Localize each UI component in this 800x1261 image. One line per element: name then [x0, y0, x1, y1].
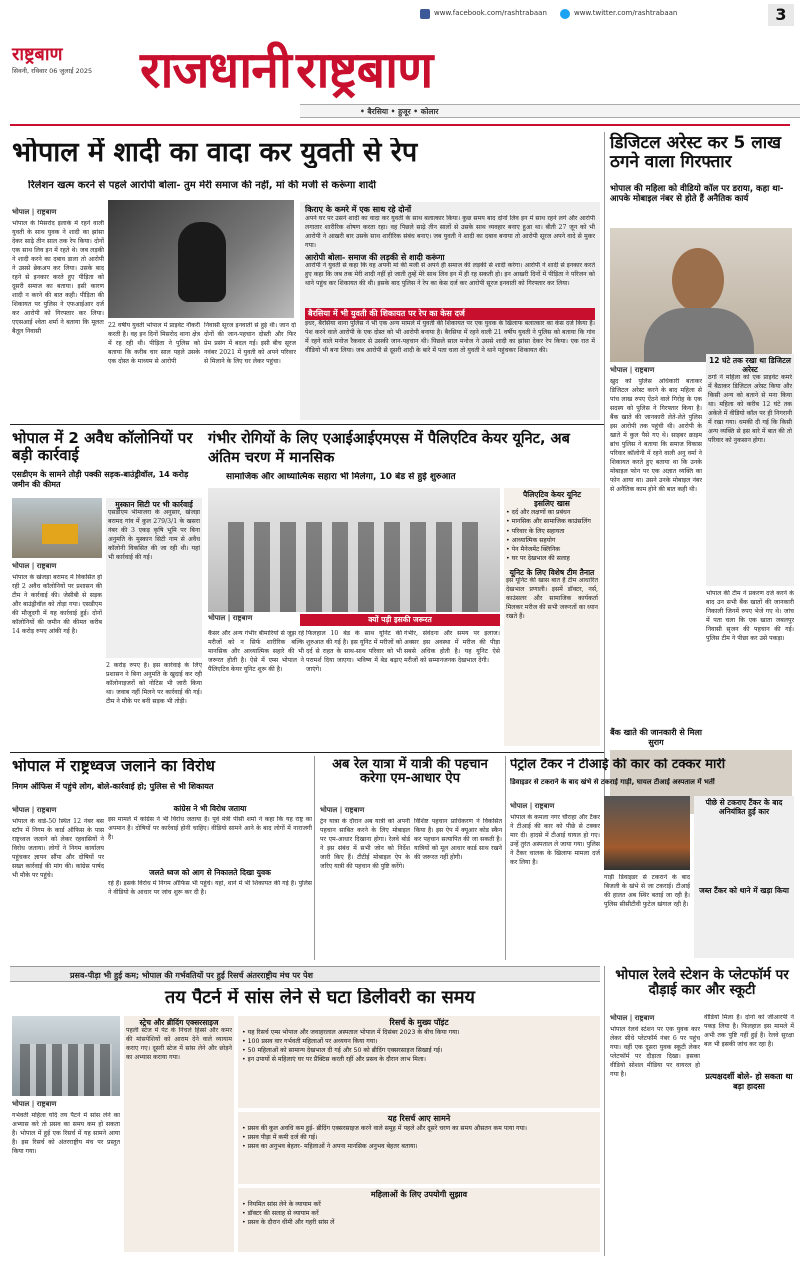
logo-small: राष्ट्रबाण	[12, 44, 63, 65]
aiims-box-item: • मानसिक और सामाजिक काउंसलिंग	[506, 518, 591, 526]
railway-side-heading: प्रत्यक्षदर्शी बोले- हो सकता था बड़ा हादसा	[705, 1072, 793, 1091]
delivery-box3-item: • प्रसव का अनुभव बेहतर- महिलाओं ने अपना मानसिक अनुभव बेहतर बताया।	[242, 1143, 418, 1151]
delivery-box4-list	[242, 1200, 596, 1228]
masthead	[0, 30, 800, 120]
tanker-col2: गाड़ी डिवाइडर से टकराने के बाद बिजली के खंभे से जा टकराई। टीआई की हालत अब स्थिर बताई जा रही है। पुलिस सीसीटीवी फुटेज खंगाल रही है।	[604, 874, 690, 908]
colonies-headline: भोपाल में 2 अवैध कॉलोनियों पर बड़ी कार्रवाई	[12, 429, 193, 464]
tanker-side-heading-2: जब्त टैंकर को थाने में खड़ा किया	[699, 886, 789, 895]
delivery-box2-item: • यह रिसर्च एम्स भोपाल और जवाहरलाल अस्पताल भोपाल में दिसंबर 2023 के बीच किया गया।	[242, 1028, 460, 1036]
digital-arrest-col1: खुद को पुलिस अधिकारी बताकर डिजिटल अरेस्ट करने के बाद महिला से पांच लाख रुपए ऐंठने वाले गिरोह के एक सदस्य को पुलिस ने गिरफ्तार किया है। बैंक खाते की जानकारी लेते-लेते पुलिस इस आरोपी तक पहुंची थी। आरोपी के खाते में कुल पैसे गए थे। साइबर क्राइम ब्रांच पुलिस ने बताया कि समाज विकास परिवार कॉलोनी में रहने वाली अनु वर्मा ने शिकायत करते हुए बताया था कि उनके मोबाइल फोन पर एक अज्ञात व्यक्ति का फोन आया था। उसने उनके मोबाइल नंबर से अनैतिक काम होने की बात कही थी।	[610, 378, 702, 493]
flag-side-heading-1: कांग्रेस ने भी विरोध जताया	[173, 804, 247, 813]
tanker-col1: भोपाल के कमला नगर चौराहा और टैंकर ने टीआई की कार को पीछे से टक्कर मार दी। हादसे में टीआई घायल हो गए। उन्हें तुरंत अस्पताल ले जाया गया। पुलिस ने टैंकर चालक के खिलाफ मामला दर्ज कर लिया है।	[510, 814, 600, 866]
aiims-col3: गंभीर, संवेदना और समय पर इलाज। अक्सर इस अवस्था में मरीज की पीड़ा सबसे अधिक होती है। यह यूनिट ऐसे मरीजों को सम्मानजनक देखभाल देगी।	[404, 630, 500, 664]
sidebar-heading-1: किराए के कमरे में एक साथ रहे दोनों	[305, 205, 412, 214]
delivery-box2	[238, 1016, 600, 1108]
digital-arrest-side-heading: 12 घंटे तक रखा था डिजिटल अरेस्ट	[709, 356, 791, 374]
digital-arrest-box-heading: बैंक खाते की जानकारी से मिला सुराग	[610, 728, 702, 747]
railway-col2: वीडियो मिला है। दोनों को जीआरपी ने पकड़ लिया है। फिलहाल इस मामले में अभी तक पुष्टि नहीं हुई है। रेलवे सुरक्षा बल भी इसकी जांच कर रहा है।	[704, 1014, 794, 1048]
delivery-box2-item: • 50 महिलाओं को सामान्य देखभाल दी गई और 50 को ब्रीदिंग एक्सरसाइज सिखाई गई।	[242, 1047, 443, 1055]
delivery-photo	[12, 1016, 120, 1096]
twitter-icon	[560, 9, 570, 19]
flag-col2: इस मामले में कांग्रेस ने भी विरोध जताया है। पूर्व मंत्री पीसी शर्मा ने कहा कि यह राष्ट्र का अपमान है। दोषियों पर कार्रवाई होनी चाहिए। वीडियो सामने आने के बाद लोगों में नाराजगी है।	[108, 816, 312, 841]
delivery-box4-item: • प्रसव के दौरान धीमी और गहरी सांस लें	[242, 1219, 335, 1227]
delivery-box1	[124, 1016, 234, 1252]
colonies-photo	[12, 498, 102, 558]
digital-arrest-headline: डिजिटल अरेस्ट कर 5 लाख ठगने वाला गिरफ्तार	[610, 133, 782, 172]
tanker-side-heading-1: पीछे से टकराए टैंकर के बाद अनियंत्रित हुई कार	[705, 798, 783, 816]
issue-date: सिवनी, रविवार 06 जुलाई 2025	[12, 67, 93, 75]
sections-text: • बैरसिया • हुजूर • कोलार	[360, 107, 439, 116]
facebook-icon	[420, 9, 430, 19]
colonies-credit: भोपाल | राष्ट्रबाण	[12, 562, 57, 570]
digital-arrest-sidebox	[706, 354, 794, 586]
masthead-left: राजधानी	[140, 41, 291, 99]
aiims-headline: गंभीर रोगियों के लिए एआईआईएमएस में पैलिएटिव केयर यूनिट, अब अंतिम चरण में मानसिक	[208, 431, 570, 466]
mahdhar-col1: ट्रेन यात्रा के दौरान अब यात्री को अपनी पहचान साबित करने के लिए मोबाइल पर एम-आधार दिखाना होगा। रेलवे बोर्ड ने इस संबंध में सभी जोन को निर्देश जारी किए हैं। टीटीई मोबाइल ऐप के जरिए यात्री की पहचान की पुष्टि करेंगे।	[320, 818, 410, 870]
flag-side-heading-2: जलते ध्वज को आग से निकालते दिखा युवक	[149, 868, 271, 877]
strip-bar	[10, 966, 600, 982]
lead-headline: भोपाल में शादी का वादा कर युवती से रेप	[12, 138, 418, 168]
sidebar-para-1: अपने घर पर उसने शादी का वादा कर युवती के साथ बलात्कार किया। कुछ समय बाद दोनों लिव इन में साथ रहने लगे और आरोपी लगातार शारीरिक शोषण करता रहा। वह पिछले साढ़े तीन सालों से उसके साथ व्यवहार बनाए हुआ था। बीती 27 जून को भी आरोपी ने आखरी बार उसके साथ शारीरिक संबंध बनाए। जब युवती ने शादी का दबाव बनाया तो आरोपी सूरज अपने वादे से मुकर गया।	[305, 214, 595, 249]
sidebar-para-2: आरोपी ने युवती से कहा कि वह अपनी मां की मर्जी से अपने ही समाज की लड़की से शादी करेगा। आरोपी ने शादी से इनकार करते हुए कहा कि जब तक मेरी शादी नहीं हो जाती तुम्हें मेरे साथ लिव इन में ही रह सकती हो। इन आखरी दिनों में पीड़िता ने परिजन को थाने पहुंच कर शिकायत की थी। इसके बाद पुलिस ने रेप का केस दर्ज कर आरोपी सूरज इनवाती को गिरफ्तार कर लिया।	[305, 262, 595, 288]
bulldozer-shape	[42, 524, 78, 544]
masthead-title	[140, 34, 700, 104]
delivery-box3-title: यह रिसर्च आए सामने	[387, 1114, 451, 1123]
aiims-col1: कैंसर और अन्य गंभीर बीमारियों से जूझ रहे मरीजों को न सिर्फ शारीरिक बल्कि मानसिक और आध्यात्मिक सहारे की भी जरूरत होती है। ऐसे में एम्स भोपाल ने पैलिएटिव केयर यूनिट शुरू की है।	[208, 630, 304, 673]
lead-col1: भोपाल के मिसरोद इलाके में रहने वाली युवती के साथ युवक ने शादी का झांसा देकर साढ़े तीन साल तक रेप किया। दोनों एक साथ लिव इन में रहते थे। जब लड़की ने शादी करने का दबाव डाला तो आरोपी ने उससे ब्रेकअप कर लिया। उसके बाद रहने से इनकार करते हुए पीड़िता को दूसरी समाज का बताया। इसी कारण शादी न करने की बात कही। पीड़िता की शिकायत पर पुलिस ने एफआईआर दर्ज कर आरोपी को गिरफ्तार कर लिया। एएसआई श्वेता शर्मा ने बताया कि मूलतः बैतूल निवासी	[12, 220, 104, 335]
delivery-box2-list	[242, 1028, 596, 1065]
strip-text: प्रसव-पीड़ा भी हुई कम; भोपाल की गर्भवतियों पर हुई रिसर्च अंतरराष्ट्रीय मंच पर पेश	[70, 971, 313, 980]
twitter-url: www.twitter.com/rashtrabaan	[574, 9, 678, 17]
photo-face	[672, 248, 724, 312]
lead-subhead: रिलेशन खत्म करने से पहले आरोपी बोला- तुम मेरी समाज की नहीं, मां की मर्जी से करूंगा शादी	[28, 180, 376, 191]
aiims-box-list	[506, 508, 598, 564]
tanker-subhead: डिवाइडर से टकराने के बाद खंभे से टकराई गाड़ी, घायल टीआई अस्पताल में भर्ती	[510, 778, 715, 786]
aiims-photo	[208, 488, 500, 612]
aiims-credit: भोपाल | राष्ट्रबाण	[208, 614, 253, 622]
mahdhar-credit: भोपाल | राष्ट्रबाण	[320, 806, 365, 814]
tanker-credit: भोपाल | राष्ट्रबाण	[510, 802, 555, 810]
sidebar-heading-2: आरोपी बोला- समाज की लड़की से शादी करूंगा	[305, 252, 445, 262]
rule-under-lead	[10, 424, 604, 425]
digital-arrest-subhead: भोपाल की महिला को वीडियो कॉल पर डराया, कहा था- आपके मोबाइल नंबर से होते हैं अनैतिक कार्य	[610, 184, 784, 205]
delivery-box3-list	[242, 1124, 596, 1152]
digital-arrest-side-para: ठगों ने महिला को एक प्राइवेट कमरे में बैठाकर डिजिटल अरेस्ट किया और किसी अन्य को बताने से मना किया था। महिला को करीब 12 घंटे तक अकेले में वीडियो कॉल पर ही निगरानी में रखा गया। धमकी दी गई कि किसी अन्य व्यक्ति से इस बारे में बात की तो परिवार को नुकसान होगा।	[708, 374, 792, 444]
colonies-col2: 2 करोड़ रुपए है। इस कार्रवाई के लिए प्रशासन ने बिना अनुमति के खुदाई कर रही कॉलोनाइजरों को नोटिस भी जारी किया था। जवाब नहीं मिलने पर कार्रवाई की गई। टीम ने मौके पर बनी सड़क भी तोड़ी।	[106, 662, 202, 705]
railway-col1: भोपाल रेलवे स्टेशन पर एक युवक कार लेकर सीधे प्लेटफॉर्म नंबर 6 पर पहुंच गया। वहीं एक दूसरा युवक स्कूटी लेकर प्लेटफॉर्म पर दौड़ाता दिखा। इसका वीडियो सोशल मीडिया पर वायरल हो गया है।	[610, 1026, 700, 1078]
delivery-box3-item: • प्रसव की कुल अवधि कम हुई- ब्रीदिंग एक्सरसाइज करने वाले समूह में पहले और दूसरे चरण का समय औसतन कम पाया गया।	[242, 1124, 528, 1132]
delivery-box3	[238, 1112, 600, 1184]
colonies-subhead: एसडीएम के सामने तोड़ी पक्की सड़क-बाउंड्रीवॉल, 14 करोड़ जमीन की कीमत	[12, 470, 189, 489]
section-bar	[300, 104, 800, 118]
aiims-box-item: • पेन मैनेजमेंट क्लिनिक	[506, 546, 560, 554]
delivery-box4	[238, 1188, 600, 1252]
tanker-headline: पेट्रोल टैंकर ने टीआई की कार को टक्कर मारी	[510, 758, 726, 772]
delivery-box2-item: • 100 प्रसव वार गर्भवती महिलाओं पर अध्ययन किया गया।	[242, 1037, 378, 1045]
aiims-subhead: सामाजिक और आध्यात्मिक सहारा भी मिलेगा, 10 बेड से हुई शुरुआत	[226, 472, 456, 482]
flag-headline: भोपाल में राष्ट्रध्वज जलाने का विरोध	[12, 758, 215, 775]
delivery-credit: भोपाल | राष्ट्रबाण	[12, 1100, 57, 1108]
divider-right-column	[604, 132, 605, 822]
mahdhar-col2: विशिष्ट पहचान प्राधिकरण ने विकसित किया है। इस ऐप में क्यूआर कोड स्कैन कर पहचान सत्यापित की जा सकती है। यात्रियों को मूल आधार कार्ड साथ रखने की जरूरत नहीं होगी।	[414, 818, 502, 861]
aiims-box-sub: इसलिए खास	[534, 499, 570, 508]
aiims-box2-text: इस यूनिट की खास बात है टीम आधारित देखभाल प्रणाली। इसमें डॉक्टर, नर्स, काउंसलर और सामाजिक कार्यकर्ता मिलकर मरीज की सभी जरूरतों का ध्यान रखते हैं।	[506, 576, 598, 620]
railway-headline: भोपाल रेलवे स्टेशन के प्लेटफॉर्म पर दौड़ाई कार और स्कूटी	[615, 967, 789, 998]
delivery-box4-item: • डॉक्टर की सलाह से व्यायाम करें	[242, 1209, 319, 1217]
tanker-sidebox	[694, 796, 794, 958]
delivery-box2-title: रिसर्च के मुख्य पॉइंट	[389, 1018, 449, 1027]
delivery-box2-item: • इन उपायों से महिलाएं घर पर प्रैक्टिस करती रहीं और प्रसव के दौरान लाभ मिला।	[242, 1056, 426, 1064]
railway-credit: भोपाल | राष्ट्रबाण	[610, 1014, 655, 1022]
delivery-col1: गर्भवती महिला यदि तय पैटर्न में सांस लेने का अभ्यास करे तो प्रसव का समय कम हो सकता है। भोपाल में हुई एक रिसर्च में यह सामने आया है। इस रिसर्च को अंतरराष्ट्रीय मंच पर प्रस्तुत किया गया।	[12, 1112, 120, 1155]
aiims-caption-bar	[300, 614, 500, 626]
page-number	[768, 4, 794, 26]
delivery-col2: पहली स्टेज में पेट के निचले हिस्से और कमर की मांसपेशियों को आराम देने वाले व्यायाम कराए गए। दूसरी स्टेज में सांस लेने और छोड़ने का अभ्यास कराया गया।	[126, 1027, 232, 1061]
delivery-box4-item: • नियमित सांस लेने के व्यायाम करें	[242, 1200, 321, 1208]
top-social-bar	[0, 4, 800, 26]
aiims-box-item: • परिवार के लिए सहायता	[506, 527, 565, 535]
aiims-box	[504, 488, 600, 746]
delivery-headline: तय पैटर्न में सांस लेने से घटा डिलीवरी का समय	[165, 988, 475, 1008]
delivery-box4-title: महिलाओं के लिए उपयोगी सुझाव	[370, 1190, 468, 1199]
lead-sidebar	[300, 202, 600, 420]
aiims-box2-title: यूनिट के लिए विशेष टीम तैनात	[509, 567, 595, 577]
lead-caption-col1: 22 वर्षीय युवती भोपाल में प्राइवेट नौकरी करती है। वह इन दिनों मिसरोद थाना क्षेत्र में रह रही थी। पीड़िता ने पुलिस को बताया कि करीब चार साल पहले उसके एक दोस्त के माध्यम से आरोपी	[108, 322, 200, 365]
aiims-caption: क्यों पड़ी इसकी जरूरत	[368, 615, 432, 624]
colonies-sidebox	[106, 498, 202, 658]
colonies-side-para: एसडीएम भीमाजरा के अनुसार, खेजड़ा बरामद गांव में कुल 279/3/1 के खसरा नंबर की 3 एकड़ कृषि भूमि पर बिना अनुमति के मुस्कान सिटी नाम से अवैध कॉलोनी विकसित की जा रही थी। यहां भी कार्रवाई की गई।	[108, 509, 200, 561]
photo-figure	[178, 222, 226, 302]
colonies-side-heading: मुस्कान सिटी पर भी कार्रवाई	[115, 500, 193, 509]
lead-photo	[108, 200, 294, 318]
delivery-people	[20, 1044, 112, 1096]
delivery-box1-title: स्ट्रेच और ब्रीदिंग एक्सरसाइज	[139, 1018, 219, 1027]
flag-subhead: निगम ऑफिस में पहुंचे लोग, बोले-कार्रवाई हो; पुलिस से भी शिकायत	[12, 782, 214, 791]
colonies-col1: भोपाल के खेजड़ा बरामद में विकसित हो रही 2 अवैध कॉलोनियों पर प्रशासन की टीम ने कार्रवाई की। जेसीबी से सड़क और बाउंड्रीवॉल को तोड़ा गया। एसडीएम की मौजूदगी में यह कार्रवाई हुई। दोनों कॉलोनियों की जमीन की कीमत करीब 14 करोड़ रुपए आंकी गई है।	[12, 574, 102, 635]
page-number-text: 3	[775, 5, 787, 24]
header-rule	[10, 124, 790, 126]
lead-caption-col2: निवासी सूरज इनवाती से हुई थी। जान दो दोनों की जान-पहचान दोस्ती और फिर प्रेम प्रसंग में बदल गई। इसी बीच सूरज नवंबर 2021 में युवती को अपने परिवार से मिलाने के लिए घर लेकर पहुंचा।	[204, 322, 296, 365]
aiims-col2: फिलहाल 10 बेड के साथ यूनिट की शुरुआत की गई है। इस यूनिट में मरीजों को दर्द से राहत के साथ-साथ परिवार को भी परामर्श दिया जाएगा। भविष्य में बेड बढ़ाए जाएंगे।	[306, 630, 402, 673]
rule-row3	[10, 752, 604, 753]
lead-credit: भोपाल | राष्ट्रबाण	[12, 208, 57, 216]
flag-col1: भोपाल के वार्ड-50 स्थित 12 नंबर बस स्टॉप में निगम के कार्ड ऑफिस के पास राष्ट्रध्वज जलाने को लेकर रहवासियों ने विरोध जताया। लोगों ने निगम कार्यालय पहुंचकर ज्ञापन सौंपा और दोषियों पर सख्त कार्रवाई की मांग की। कांग्रेस पार्षद भी मौके पर पहुंचे।	[12, 818, 104, 879]
aiims-box-item: • आध्यात्मिक सहयोग	[506, 536, 556, 544]
sidebar-para-3: इधर, बैरसिया थाना पुलिस ने भी एक अन्य मामले में युवती की शिकायत पर एक युवक के खिलाफ बलात्कार का केस दर्ज किया है। पेश करने वाले आरोपी के एक दोस्त को भी आरोपी बनाया है। बैरसिया में रहने वाली 21 वर्षीय युवती ने पुलिस को बताया कि गांव में रहने वाले मनोज रैकवार से उसकी जान-पहचान थी। पिछले साल मनोज ने उससे शादी का झांसा देकर रेप किया। एक रात में वीडियो भी बना लिया। जब आरोपी से दूसरी शादी के बारे में पता चला तो युवती ने थाने पहुंचकर शिकायत की।	[305, 319, 595, 354]
sidebar-heading-3: बैरसिया में भी युवती की शिकायत पर रेप का केस दर्ज	[305, 308, 595, 320]
delivery-box3-item: • प्रसव पीड़ा में कमी दर्ज की गई।	[242, 1133, 318, 1141]
divider-railway	[604, 966, 605, 1256]
flag-credit: भोपाल | राष्ट्रबाण	[12, 806, 57, 814]
digital-arrest-credit: भोपाल | राष्ट्रबाण	[610, 366, 655, 374]
mahdhar-headline: अब रेल यात्रा में यात्री की पहचान करेगा एम-आधार ऐप	[332, 757, 488, 787]
facebook-url: www.facebook.com/rashtrabaan	[434, 9, 547, 17]
flag-col3: रहे हैं। इसके विरोध में निगम ऑफिस भी पहुंचे। यहां, थाने में भी शिकायत की गई है। पुलिस ने वीडियो के आधार पर जांच शुरू कर दी है।	[108, 880, 312, 896]
divider-flag	[314, 756, 315, 960]
masthead-right: राष्ट्रबाण	[296, 41, 433, 99]
digital-arrest-photo	[610, 228, 792, 362]
aiims-box-item: • दर्द और लक्षणों का प्रबंधन	[506, 509, 571, 516]
divider-mahdhar	[505, 756, 506, 960]
aiims-people	[228, 522, 478, 612]
aiims-box-item: • घर पर देखभाल की सलाह	[506, 555, 570, 563]
tanker-photo	[604, 796, 690, 870]
digital-arrest-col2: भोपाल की टीम ने प्रकरण दर्ज करने के बाद उन सभी बैंक खातों की जानकारी निकाली जिनमें रुपए भेजे गए थे। जांच में पता चला कि एक खाता जबलपुर निवासी सृजन की पहचान की गई। पुलिस टीम ने पीछा कर उसे पकड़ा।	[706, 590, 794, 642]
aiims-box-title: पैलिएटिव केयर यूनिट	[523, 490, 581, 499]
